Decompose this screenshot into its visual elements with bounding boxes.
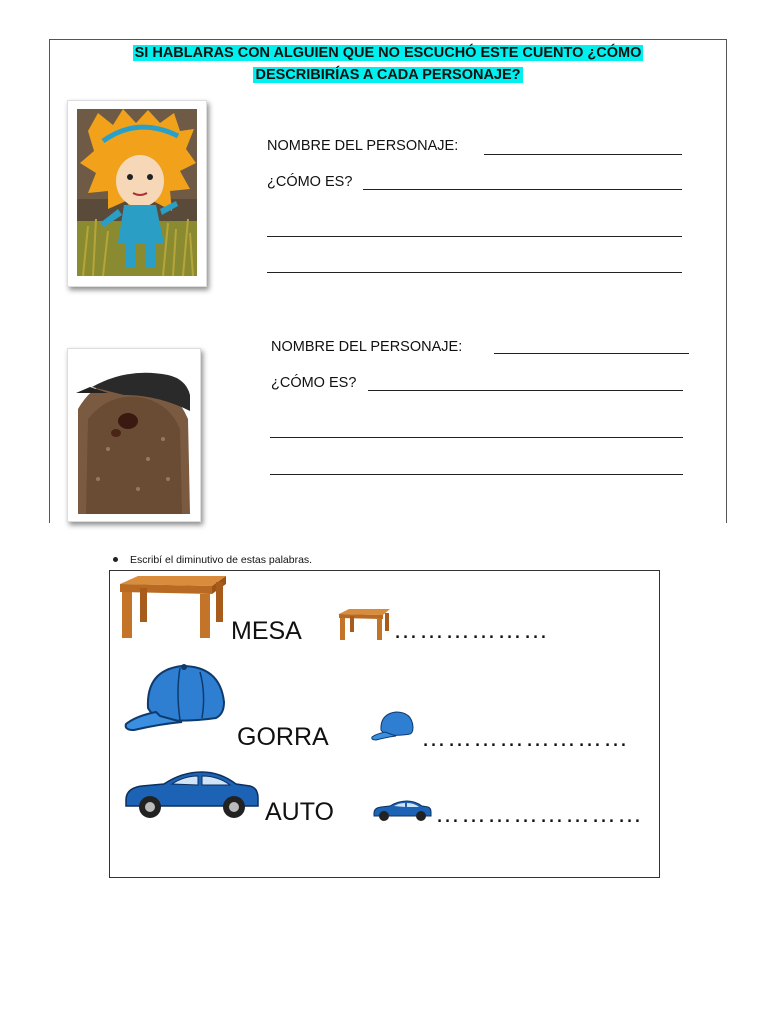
word-mesa: MESA	[231, 617, 302, 645]
instruction-bullet	[113, 554, 312, 566]
car-small-icon	[372, 800, 432, 827]
character-2-name-line[interactable]	[494, 353, 689, 354]
character-1-name-label: NOMBRE DEL PERSONAJE:	[267, 138, 459, 154]
word-gorra: GORRA	[237, 723, 329, 751]
instruction-text: Escribí el diminutivo de estas palabras.	[130, 554, 313, 566]
car-large-icon	[122, 770, 260, 825]
character-1-name-line[interactable]	[484, 154, 682, 155]
character-2-picture	[67, 348, 201, 522]
worksheet-title	[60, 42, 716, 86]
cap-small-icon	[369, 710, 415, 749]
table-large-icon	[116, 574, 228, 647]
gorra-answer-dots[interactable]: ……………………	[421, 724, 629, 752]
character-2-desc-label: ¿CÓMO ES?	[271, 375, 357, 391]
bullet-icon	[113, 557, 118, 562]
character-2-writing-line-1[interactable]	[270, 437, 683, 438]
character-1-picture	[67, 100, 207, 287]
word-auto: AUTO	[265, 798, 334, 826]
cap-large-icon	[120, 662, 228, 745]
title-line-1: SI HABLARAS CON ALGUIEN QUE NO ESCUCHÓ ESTE CUENTO ¿CÓMO	[134, 45, 642, 61]
character-2-writing-line-2[interactable]	[270, 474, 683, 475]
character-1-writing-line-1[interactable]	[267, 236, 682, 237]
mesa-answer-dots[interactable]: ………………	[393, 616, 549, 644]
table-small-icon	[337, 608, 391, 647]
character-1-desc-label: ¿CÓMO ES?	[267, 174, 353, 190]
character-1-writing-line-2[interactable]	[267, 272, 682, 273]
title-line-2: DESCRIBIRÍAS A CADA PERSONAJE?	[255, 67, 521, 83]
character-1-desc-line[interactable]	[363, 189, 682, 190]
character-2-desc-line[interactable]	[368, 390, 683, 391]
auto-answer-dots[interactable]: ……………………	[435, 800, 643, 828]
character-2-name-label: NOMBRE DEL PERSONAJE:	[271, 339, 463, 355]
